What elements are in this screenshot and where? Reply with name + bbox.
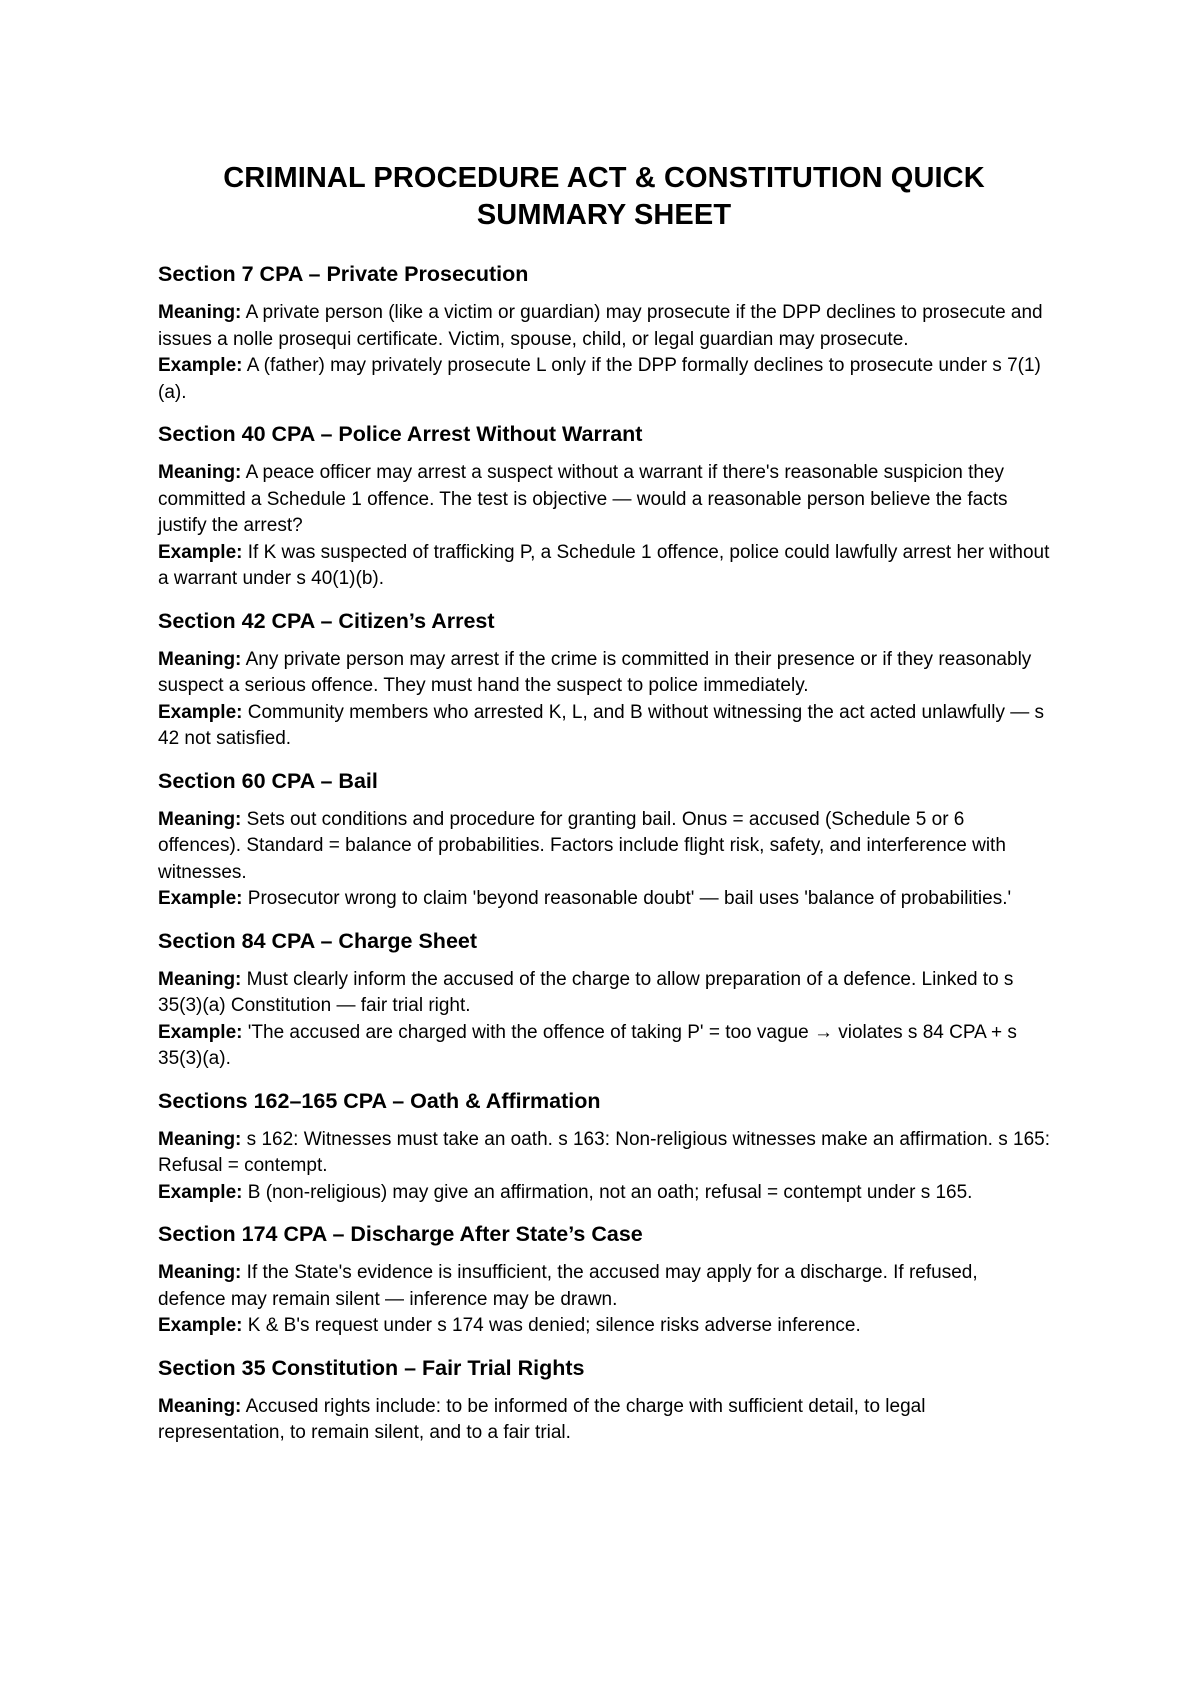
example-paragraph: [158, 1313, 1050, 1340]
example-label: Example:: [158, 1021, 243, 1043]
page-title-line-2: SUMMARY SHEET: [476, 199, 732, 231]
meaning-label: Meaning:: [158, 1128, 242, 1150]
section-40-police-arrest: [158, 420, 1050, 593]
meaning-label: Meaning:: [158, 302, 242, 323]
meaning-paragraph: [158, 300, 1050, 353]
example-text: 'The accused are charged with the offence of taking P' = too vague → violates s 84 CPA + s 35(3)(a).: [158, 1021, 1017, 1069]
meaning-text: s 162: Witnesses must take an oath. s 163: Non-religious witnesses make an affirmation. s 165: Refusal = contempt.: [158, 1128, 1050, 1176]
example-text: K & B's request under s 174 was denied; silence risks adverse inference.: [247, 1315, 861, 1336]
meaning-paragraph: [158, 1127, 1050, 1180]
meaning-text: Any private person may arrest if the crime is committed in their presence or if they reasonably suspect a serious offence. They must hand the suspect to police immediately.: [158, 648, 1032, 696]
meaning-paragraph: [158, 1394, 1050, 1447]
example-label: Example:: [158, 701, 243, 723]
section-heading: Section 60 CPA – Bail: [158, 768, 378, 793]
meaning-text: If the State's evidence is insufficient, the accused may apply for a discharge. If refused, defence may remain silent — inference may be drawn.: [158, 1262, 978, 1310]
page-title: [158, 160, 1050, 234]
section-heading: Section 42 CPA – Citizen’s Arrest: [158, 608, 495, 633]
meaning-paragraph: [158, 460, 1050, 540]
section-heading: Section 174 CPA – Discharge After State’s Case: [158, 1222, 643, 1246]
section-174-discharge: [158, 1220, 1050, 1340]
example-paragraph: [158, 1020, 1050, 1073]
example-text: Community members who arrested K, L, and B without witnessing the act acted unlawfully — s 42 not satisfied.: [158, 701, 1045, 749]
example-text: A (father) may privately prosecute L only if the DPP formally declines to prosecute under s 7(1)(a).: [158, 355, 1041, 403]
meaning-text: Accused rights include: to be informed of the charge with sufficient detail, to legal representation, to remain silent, and to a fair trial.: [158, 1395, 926, 1443]
meaning-label: Meaning:: [158, 462, 242, 483]
example-label: Example:: [158, 1181, 243, 1203]
example-text: B (non-religious) may give an affirmation, not an oath; refusal = contempt under s 165.: [247, 1181, 973, 1203]
example-paragraph: [158, 886, 1050, 913]
meaning-text: Must clearly inform the accused of the charge to allow preparation of a defence. Linked to s 35(3)(a) Constitution — fair trial right.: [158, 968, 1014, 1016]
section-heading: Section 84 CPA – Charge Sheet: [158, 928, 478, 953]
meaning-label: Meaning:: [158, 648, 242, 670]
example-label: Example:: [158, 355, 243, 376]
section-60-bail: [158, 767, 1050, 913]
section-7-private-prosecution: [158, 260, 1050, 406]
section-heading: Sections 162–165 CPA – Oath & Affirmation: [158, 1088, 601, 1113]
section-162-165-oath-affirmation: [158, 1087, 1050, 1207]
meaning-text: Sets out conditions and procedure for granting bail. Onus = accused (Schedule 5 or 6 offences). Standard = balance of probabilities. Factors include flight risk, safety, and interference with witnesses.: [158, 808, 1006, 883]
example-text: If K was suspected of trafficking P, a Schedule 1 offence, police could lawfully arrest her without a warrant under s 40(1)(b).: [158, 541, 1050, 589]
example-paragraph: [158, 700, 1050, 753]
section-84-charge-sheet: [158, 927, 1050, 1073]
example-label: Example:: [158, 888, 243, 909]
meaning-label: Meaning:: [158, 808, 242, 830]
meaning-label: Meaning:: [158, 968, 242, 990]
example-paragraph: [158, 353, 1050, 406]
meaning-paragraph: [158, 1260, 1050, 1313]
meaning-label: Meaning:: [158, 1262, 242, 1283]
meaning-text: A private person (like a victim or guardian) may prosecute if the DPP declines to prosecute and issues a nolle prosequi certificate. Victim, spouse, child, or legal guardian may prosecute.: [158, 302, 1043, 350]
example-label: Example:: [158, 541, 243, 563]
meaning-paragraph: [158, 967, 1050, 1020]
section-heading: Section 40 CPA – Police Arrest Without Warrant: [158, 422, 643, 446]
section-heading: Section 35 Constitution – Fair Trial Rights: [158, 1355, 585, 1380]
example-label: Example:: [158, 1315, 243, 1336]
section-heading: Section 7 CPA – Private Prosecution: [158, 262, 529, 286]
example-text: Prosecutor wrong to claim 'beyond reasonable doubt' — bail uses 'balance of probabilities.': [247, 888, 1012, 909]
example-paragraph: [158, 1180, 1050, 1207]
section-35-fair-trial-rights: [158, 1354, 1050, 1447]
meaning-paragraph: [158, 807, 1050, 887]
meaning-paragraph: [158, 647, 1050, 700]
example-paragraph: [158, 540, 1050, 593]
section-42-citizens-arrest: [158, 607, 1050, 753]
meaning-label: Meaning:: [158, 1395, 242, 1417]
page-title-line-1: CRIMINAL PROCEDURE ACT & CONSTITUTION QUICK: [223, 162, 985, 194]
meaning-text: A peace officer may arrest a suspect without a warrant if there's reasonable suspicion they committed a Schedule 1 offence. The test is objective — would a reasonable person believe the facts justify the arrest?: [158, 462, 1008, 536]
